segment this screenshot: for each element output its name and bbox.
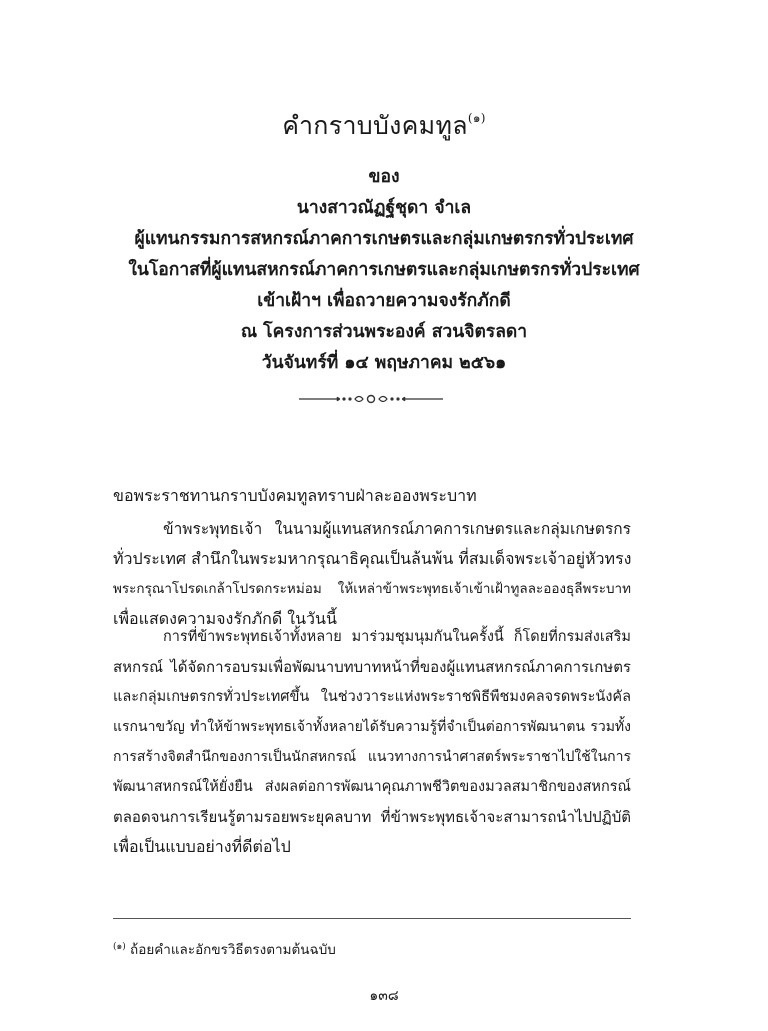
- paragraph-line: การที่ข้าพระพุทธเจ้าทั้งหลาย มาร่วมชุมนุมกันในครั้งนี้ ก็โดยที่กรมส่งเสริม: [163, 629, 631, 645]
- paragraph-line: เพื่อเป็นแบบอย่างที่ดีต่อไป: [113, 837, 291, 856]
- header-line: เข้าเฝ้าฯ เพื่อถวายความจงรักภักดี: [257, 291, 511, 311]
- footnote-divider: [113, 918, 631, 919]
- header-block: [40, 162, 728, 379]
- page-title: [0, 106, 768, 146]
- page-title-text: คำกราบบังคมทูล: [282, 111, 468, 140]
- paragraph-line: ข้าพระพุทธเจ้า ในนามผู้แทนสหกรณ์ภาคการเกษตรและกลุ่มเกษตรกร: [163, 520, 631, 538]
- paragraph-line: สหกรณ์ ได้จัดการอบรมเพื่อพัฒนาบทบาทหน้าที่ของผู้แทนสหกรณ์ภาคการเกษตร: [113, 658, 631, 676]
- header-line: นางสาวณัฏฐ์ชุดา จำเล: [296, 198, 472, 218]
- header-line: วันจันทร์ที่ ๑๔ พฤษภาคม ๒๕๖๑: [261, 353, 507, 373]
- title-footnote-marker: (๑): [467, 111, 486, 125]
- paragraph-line: พัฒนาสหกรณ์ให้ยั่งยืน ส่งผลต่อการพัฒนาคุณภาพชีวิตของมวลสมาชิกของสหกรณ์: [113, 779, 631, 795]
- header-line: ผู้แทนกรรมการสหกรณ์ภาคการเกษตรและกลุ่มเกษตรกรทั่วประเทศ: [134, 229, 634, 249]
- paragraph-line: การสร้างจิตสำนึกของการเป็นนักสหกรณ์ แนวทางการนำศาสตร์พระราชาไปใช้ในการ: [113, 749, 631, 765]
- header-line: ในโอกาสที่ผู้แทนสหกรณ์ภาคการเกษตรและกลุ่มเกษตรกรทั่วประเทศ: [128, 260, 640, 280]
- footnote: [113, 938, 633, 960]
- paragraph-line: เพื่อแสดงความจงรักภักดี ในวันนี้: [113, 609, 337, 628]
- paragraph-line: ตลอดจนการเรียนรู้ตามรอยพระยุคลบาท ที่ข้าพระพุทธเจ้าจะสามารถนำไปปฏิบัติ: [113, 808, 631, 826]
- header-line: ของ: [368, 167, 400, 187]
- paragraph-line: และกลุ่มเกษตรกรทั่วประเทศขึ้น ในช่วงวาระแห่งพระราชพิธีพืชมงคลจรดพระนังคัล: [113, 689, 631, 705]
- decorative-divider-icon: [297, 389, 445, 409]
- footnote-text: ถ้อยคำและอักขรวิธีตรงตามต้นฉบับ: [130, 942, 336, 958]
- paragraph-1: [113, 514, 631, 634]
- page-number: ๑๓๘: [369, 988, 399, 1004]
- salutation: ขอพระราชทานกราบบังคมทูลทราบฝ่าละอองพระบาท: [113, 486, 477, 505]
- footnote-marker: (๑): [113, 942, 126, 952]
- paragraph-line: แรกนาขวัญ ทำให้ข้าพระพุทธเจ้าทั้งหลายได้รับความรู้ที่จำเป็นต่อการพัฒนาตน รวมทั้ง: [113, 719, 631, 735]
- header-line: ณ โครงการส่วนพระองค์ สวนจิตรลดา: [240, 322, 528, 342]
- paragraph-2: [113, 622, 631, 862]
- paragraph-line: พระกรุณาโปรดเกล้าโปรดกระหม่อม ให้เหล่าข้าพระพุทธเจ้าเข้าเฝ้าทูลละอองธุลีพระบาท: [113, 581, 631, 597]
- paragraph-line: ทั่วประเทศ สำนึกในพระมหากรุณาธิคุณเป็นล้นพ้น ที่สมเด็จพระเจ้าอยู่หัวทรง: [113, 549, 632, 568]
